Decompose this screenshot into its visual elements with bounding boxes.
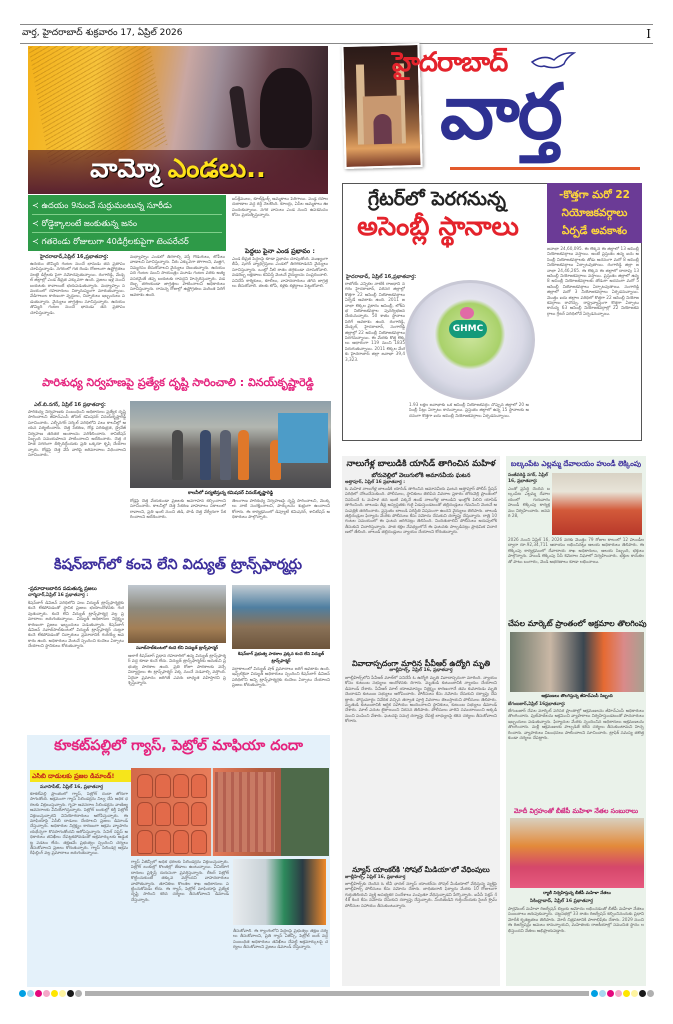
heat-wave-body-col1: ఉదయం తొమ్మిది గంటల నుంచే భానుడు తన ప్రతాపం చూపిస్తున్నాడు. నగరంలో గత రెండు రోజులుగా ఉష్ణోగ్రతలు నలభై డిగ్రీలకు పైగా నమోదవుతున్నాయి. రంగారెడ్డి, మేడ్చల్ జిల్లాల్లో ఎండ తీవ్రత ఎక్కువగా ఉంది. ప్రజలు ఇళ్ల నుంచి బయటకు రావాలంటే భయపడుతున్నారు. మధ్యాహ్నం సమయంలో రహదారులు నిర్మానుష్యంగా మారుతున్నాయి. వేడిగాలుల కారణంగా వృద్ధులు, చిన్నారులు ఇబ్బందులు పడుతున్నారు. వైద్యులు జాగ్రత్తలు సూచిస్తున్నారు. ఉదయం తొమ్మిది గంటల నుంచే భానుడు తన ప్రతాపం చూపిస్తున్నాడు.	[30, 261, 125, 315]
anchor-harassment-headline: న్యూస్ యాంకర్‌కి 'సోషల్ మీడియా'లో వేధింపులు	[352, 865, 490, 874]
kishanbagh-body-col1: కిషన్‌బాగ్ డివిజన్ పరిధిలోని పలు విద్యుత్ ట్రాన్స్‌ఫార్మర్లకు కంచె లేకపోవడంతో స్థానిక ప్రజలు భయాందోళనకు గురవుతున్నారు. కంచె లేని విద్యుత్ ట్రాన్స్‌ఫార్మర్ల వల్ల ప్రమాదాలు జరుగుతున్నాయి. విద్యుత్ అధికారుల నిర్లక్ష్యం కారణంగా ప్రజలు ఇబ్బందులు పడుతున్నారు. కిషన్‌బాగ్ డివిజన్ నవాబ్‌సాబ్‌కుంటలో విద్యుత్ ట్రాన్స్‌ఫార్మర్ చుట్టూ కంచె లేకపోవడంతో చిన్నారులు ప్రమాదానికి గురయ్యే అవకాశం ఉంది. అధికారులు వెంటనే స్పందించి కంచెలు ఏర్పాటు చేయాలని స్థానికులు కోరుతున్నారు.	[28, 600, 124, 649]
sanitation-dateline: ఎల్.బి.నగర్, ఏప్రిల్ 16 ప్రభాతవార్త:	[34, 402, 106, 408]
fish-market-body: బేగంబజార్ చేపల మార్కెట్ పరిసర ప్రాంతాల్లో ఆక్రమణలను జీహెచ్ఎంసీ అధికారులు తొలగించారు. ఫుట్‌పాత్‌లను ఆక్రమించి వ్యాపారాలు నిర్వహిస్తుండటంతో పాదచారులు ఇబ్బందులు పడుతున్నారు. ఫిర్యాదుల మేరకు స్పందించిన అధికారులు ఆక్రమణలను తొలగించారు. మళ్లీ ఆక్రమణలకు పాల్పడితే కఠిన చర్యలు తీసుకుంటామని హెచ్చరించారు. వ్యాపారులు నిబంధనలు పాటించాలని సూచించారు. ట్రాఫిక్ సమస్య తలెత్తకుండా చర్యలు చేపట్టారు.	[508, 708, 644, 741]
transformer-caption-1: నవాబ్‌సాబ్‌కుంటలో కంచె లేని విద్యుత్ ట్రాన్స్‌ఫార్మర్	[135, 645, 219, 650]
kishanbagh-dateline: చార్మినార్,ఏప్రిల్ 16 ప్రభాతవార్త :	[28, 593, 89, 598]
ghmc-badge: GHMC	[449, 320, 487, 338]
masthead-city: హైదరాబాద్	[392, 47, 508, 78]
transformer-caption-2: కిషన్‌బాగ్ ప్రభుత్వ పాఠశాల ప్రక్కన కంచె లేని విద్యుత్ ట్రాన్స్‌ఫార్మర్	[237, 651, 324, 663]
acid-attack-body: ఓ మహిళ నాలుగేళ్ల బాలుడికి యాసిడ్ తాగించిన అమానవీయ ఘటన అత్తాపూర్ పోలీస్ స్టేషన్ పరిధిలో చోటుచేసుకుంది. పోలీసులు, స్థానికులు తెలిపిన వివరాల ప్రకారం బోరువెల్లి ప్రాంతంలో నివసించే ఓ మహిళ తన ఇంటి పక్కనే ఉండే నాలుగేళ్ల బాలుడిని ఇంట్లోకి పిలిచి యాసిడ్ తాగించింది. బాలుడు తీవ్ర అస్వస్థతకు గురై ఏడుస్తుండటంతో తల్లిదండ్రులు గమనించి వెంటనే ఆసుపత్రికి తరలించారు. ప్రస్తుతం బాలుడి పరిస్థితి విషమంగా ఉందని వైద్యులు తెలిపారు. బాలుడి తల్లిదండ్రుల ఫిర్యాదు మేరకు పోలీసులు కేసు నమోదు చేసుకుని దర్యాప్తు చేస్తున్నారు. రాత్రి 10 గంటల సమయంలో ఈ ఘటన జరిగినట్లు తెలిసింది. నిందితురాలిని పోలీసులు అదుపులోకి తీసుకుని విచారిస్తున్నారు. పాత కక్షల నేపథ్యంలోనే ఈ ఘటనకు పాల్పడినట్లు ప్రాథమిక విచారణలో తేలింది. బాలుడి తల్లిదండ్రులు న్యాయం చేయాలని కోరుతున్నారు.	[345, 486, 497, 535]
yellamma-dateline: సంజీవరెడ్డి నగర్, ఏప్రిల్ 16, ప్రభాతవార్త:	[508, 473, 548, 484]
fish-market-photo	[510, 632, 644, 692]
sanitation-body-col3: తెలంగాణ పారిశుధ్య నిర్వహణపై దృష్టి సారించాలని, మొక్కలు నాటి సంరక్షించాలని, పార్కులను శుభ్రంగా ఉంచాలని కోరారు. ఈ కార్యక్రమంలో డిప్యూటీ కమిషనర్, శానిటేషన్ అధికారులు పాల్గొన్నారు.	[232, 498, 330, 520]
fish-market-dateline: బేగంబజార్,ఏప్రిల్ 16ప్రభాతవార్త:	[508, 702, 566, 707]
bullet-2: ≺ రోడ్డెక్కాలంటే జంకుతున్న జనం	[32, 215, 222, 233]
yellamma-body-col1: ఎంతో ప్రసిద్ధి చెందిన బల్కంపేట ఎల్లమ్మ దేవాలయంలో గురువారం హుండీ లెక్కింపు కార్యక్రమం నిర్వహించారు. జనవరి 28,	[508, 486, 550, 519]
color-swatch-light-cyan	[27, 990, 34, 997]
kukatpally-subhead: ఎసిబి దాడులకు ప్రజల డిమాండ్!	[30, 770, 132, 782]
modi-rally-body: పార్లమెంట్ మహిళా రిజర్వేషన్ బిల్లుకు ఆమోదం లభించడంతో బీజేపీ మహిళా నేతలు సంబురాలు జరుపుకున్నారు. చట్టసభల్లో 33 శాతం రిజర్వేషన్ కల్పించినందుకు ప్రధాని మోదీకి కృతజ్ఞతలు తెలిపారు. మోదీ చిత్రపటానికి పాలాభిషేకం చేశారు. 2029 నుంచి ఈ రిజర్వేషన్లు అమలు కానున్నాయని, మహిళలకు రాజకీయాల్లో సముచిత స్థానం లభిస్తుందని నేతలు అభిప్రాయపడ్డారు.	[508, 906, 644, 933]
folio-date: వార్త, హైదరాబాద్ శుక్రవారం 17, ఏప్రిల్ 2026	[22, 28, 183, 38]
gas-cylinders-photo	[131, 768, 329, 856]
yellamma-temple-photo	[552, 473, 642, 535]
kukatpally-body-col3: తీసుకోవాలి. ఈ గ్యాంగులోని పెద్దలపై ప్రభుత్వం తక్షణ చర్యలు తీసుకోవాలని, ప్రతి గ్యాస్ ఏజెన్సీ, పెట్రోల్ బంక్ వద్ద సంబంధిత అధికారులు తనిఖీలు చేపట్టి అక్రమార్కులపై చర్యలు తీసుకోవాలని ప్రజలు డిమాండ్ చేస్తున్నారు.	[233, 928, 328, 950]
lotus-icon	[460, 307, 474, 319]
kishanbagh-body-col2: అలాగే కిషన్‌బాగ్ ప్రధాన రహదారిలో ఉన్న విద్యుత్ ట్రాన్స్‌ఫార్మర్ వద్ద కూడా కంచె లేదు. విద్యుత్ ట్రాన్స్‌ఫార్మర్‌కు ఆనుకుని ప్రభుత్వ పాఠశాల ఉంది. ప్రతి రోజూ పాఠశాలకు వచ్చే విద్యార్థులు ఈ ట్రాన్స్‌ఫార్మర్ పక్క నుంచే నడవాల్సి వస్తోంది. ఏదైనా ప్రమాదం జరిగితే ఎవరు బాధ్యత వహిస్తారని ప్రశ్నిస్తున్నారు.	[128, 653, 226, 686]
gray-register-bar	[85, 991, 589, 996]
color-swatch-magenta	[35, 990, 42, 997]
acid-attack-dateline: అత్తాపూర్, ఏప్రిల్ 16 ప్రభాతవార్త :	[345, 480, 405, 485]
modi-rally-dateline: సికింద్రాబాద్, ఏప్రిల్ 16 ప్రభాతవార్త	[530, 899, 593, 904]
bullet-1: ≺ ఉదయం 9నుంచే సుర్రుమంటున్న సూరీడు	[32, 197, 222, 215]
heat-wave-headline: వామ్మో ఎండలు..	[28, 150, 328, 194]
pvr-death-dateline: జూబ్లీహిల్స్, ఏప్రిల్ 16, ప్రభాతవార్త	[389, 668, 453, 673]
pvr-death-headline: వివాదాస్పదంగా మారిన పీవీఆర్ ఉద్యోగి మృతి	[351, 659, 491, 668]
kukatpally-dateline: మూసాపేట్, ఏప్రిల్ 16, ప్రభాతవార్త	[40, 785, 103, 790]
transformer-photo-1	[128, 585, 226, 643]
yellamma-headline: బల్కంపేట ఎల్లమ్మ దేవాలయం హుండీ లెక్కింపు	[510, 459, 642, 468]
heat-wave-body-col3a: ఐస్‌క్రీములు, కూల్‌డ్రింక్స్ అమ్మకాలు పెరిగాయి. పండ్ల రసాల దుకాణాల వద్ద రద్దీ నెలకొంది. కూలర్లు, ఏసీల అమ్మకాలు ఊపందుకున్నాయి. నగర వాసులు ఎండ నుంచి ఉపశమనం కోసం ప్రయత్నిస్తున్నారు.	[232, 196, 328, 218]
kishanbagh-body-col3: వర్షాకాలంలో విద్యుత్ షాక్ ప్రమాదాలు జరిగే అవకాశం ఉంది. ఇప్పటికైనా విద్యుత్ అధికారులు స్పందించి కిషన్‌బాగ్ డివిజన్ పరిధిలోని అన్ని ట్రాన్స్‌ఫార్మర్లకు కంచెలు ఏర్పాటు చేయాలని ప్రజలు కోరుతున్నారు.	[232, 666, 330, 688]
heat-wave-subhead: పెద్దలు పైనా ఎండ ప్రభావం :	[245, 247, 315, 255]
modi-rally-caption: ర్యాలీ నిర్వహిస్తున్న బీజేపీ మహిళా నేతలు	[543, 890, 611, 895]
yellamma-body-col2: 2026 నుంచి ఏప్రిల్ 16, 2026 వరకు మొత్తం 79 రోజుల కాలంలో 12 హుండీల ద్వారా రూ.92,34,711 ఆదాయం లభించినట్లు ఆలయ అధికారులు తెలిపారు. ఈ లెక్కింపు కార్యక్రమంలో దేవాదాయ శాఖ అధికారులు, ఆలయ సిబ్బంది, భక్తులు పాల్గొన్నారు. హుండీ లెక్కింపు సీసీ కెమెరాల నిఘాలో నిర్వహించారు. భక్తుల కానుకలతో పాటు బంగారం, వెండి ఆభరణాలు కూడా లభించాయి.	[508, 537, 644, 564]
assembly-body-col3: జనాభా 24,60,095. ఈ లెక్కన ఈ జిల్లాలో 13 అసెంబ్లీ నియోజకవర్గాలు వస్తాయి. అంటే ప్రస్తుతం ఉన్న ఐదు అసెంబ్లీ నియోజకవర్గాలకు తోడు అదనంగా మరో 8 అసెంబ్లీ నియోజకవర్గాలు ఏర్పాటవుతాయి. రంగారెడ్డి జిల్లా జనాభా 24,46,265. ఈ లెక్కన ఈ జిల్లాలో దాదాపు 13 అసెంబ్లీ నియోజకవర్గాలు వస్తాయి. ప్రస్తుతం జిల్లాలో ఉన్న 8 అసెంబ్లీ నియోజకవర్గాలకు తోడుగా అదనంగా మరో 5 అసెంబ్లీ నియోజకవర్గాలు ఏర్పాటవుతాయి. సంగారెడ్డి జిల్లాలో మరో 3 నియోజకవర్గాలు ఏర్పడనున్నాయి. మొత్తం ఐదు జిల్లాల పరిధిలో కొత్తగా 22 అసెంబ్లీ నియోజకవర్గాలు రావొచ్చు. రాష్ట్రవ్యాప్తంగా కొత్తగా ఏర్పాటు కానున్న 63 అసెంబ్లీ నియోజకవర్గాల్లో 22 నియోజకవర్గాలు గ్రేటర్ పరిధిలోనే ఏర్పడనున్నాయి.	[547, 246, 639, 316]
modi-rally-headline: మోదీ విగ్రహంతో బీజేపీ మహిళా నేతల సంబురాలు	[513, 807, 639, 815]
color-swatch-light-magenta	[43, 990, 50, 997]
acid-attack-headline: నాలుగేళ్ల బాలుడికి యాసిడ్ తాగించిన మహిళ	[346, 459, 496, 469]
fish-market-caption: ఆక్రమణలు తొలగిస్తున్న జీహెచ్ఎంసీ సిబ్బంది	[541, 693, 613, 698]
kukatpally-body-col2: గ్యాస్ ఏజెన్సీలో అధిక ధరలకు సిలిండర్లను విక్రయిస్తున్నారు. పెట్రోల్ బంకుల్లో కొలతల్లో తేడాలు ఉంటున్నాయి. వినియోగదారులు ప్రశ్నిస్తే దురుసుగా ప్రవర్తిస్తున్నారు. లీటర్ పెట్రోల్ కొట్టించుకుంటే తక్కువ వస్తోందని వాహనదారులు వాపోతున్నారు. తూనికలు కొలతల శాఖ అధికారులు పట్టించుకోవడం లేదు. ఈ గ్యాస్, పెట్రోల్ మాఫియాపై ప్రత్యేక దృష్టి సారించి కఠిన చర్యలు తీసుకోవాలని డిమాండ్ చేస్తున్నారు.	[131, 859, 229, 902]
person-silhouette	[260, 68, 312, 148]
assembly-headline-line2: అసెంబ్లీ స్థానాలు	[357, 212, 519, 242]
assembly-body-col1: రాబోయే ఎన్నికల నాటికి రాజధాని నగరం హైదరాబాద్, పరిసర జిల్లాల్లో కొత్తగా 22 అసెంబ్లీ నియోజకవర్గాలు ఏర్పడే అవకాశం ఉంది. 2011 జనాభా లెక్కల ప్రకారం అసెంబ్లీ, లోక్‌సభ నియోజకవర్గాల పునర్విభజన చేయనున్నారు. 50 శాతం స్థానాలు పెరిగే అవకాశం ఉంది. రంగారెడ్డి, మేడ్చల్, హైదరాబాద్, సంగారెడ్డి జిల్లాల్లో 22 అసెంబ్లీ నియోజకవర్గాలు పెరగనున్నాయి. ఈ మేరకు కొత్త లెక్కలు ఆధారంగా 119 నుంచి 1835 పెరుగుతున్నాయి. 2011 లెక్కల మేరకు హైదరాబాద్ జిల్లా జనాభా 39,43,323.	[345, 281, 405, 362]
assembly-dateline: హైదరాబాద్, ఏప్రిల్ 16,ప్రభాతవార్త:	[346, 274, 417, 280]
pvr-death-body: జూబ్లీహిల్స్‌లోని పీవీఆర్ మాల్‌లో పనిచేసే ఓ ఉద్యోగి మృతి వివాదాస్పదంగా మారింది. న్యాయం కోసం కుటుంబ సభ్యులు ఆందోళనకు దిగారు. మృతుడి కుటుంబానికి న్యాయం చేయాలని డిమాండ్ చేశారు. పీవీఆర్ మాల్ యాజమాన్యం నిర్లక్ష్యం కారణంగానే తమ కుమారుడు మృతి చెందాడని కుటుంబ సభ్యులు ఆరోపించారు. పోలీసులు కేసు నమోదు చేసుకుని దర్యాప్తు చేపట్టారు. పోస్టుమార్టం నివేదిక వచ్చిన తర్వాత పూర్తి వివరాలు తెలుస్తాయని పోలీసులు తెలిపారు. మృతుడి కుటుంబానికి ఆర్థిక సహాయం అందించాలని స్థానికులు, కుటుంబ సభ్యులు డిమాండ్ చేశారు. మాల్ ఎదుట బైఠాయించి నిరసన తెలిపారు. పోలీసులు వారిని సముదాయించి అక్కడి నుంచి పంపించి వేశారు. ఘటనపై సమగ్ర దర్యాప్తు చేపట్టి బాధ్యులపై కఠిన చర్యలు తీసుకోవాలని కోరారు.	[345, 675, 497, 724]
heat-wave-bullets	[28, 195, 226, 251]
page-marker: I	[646, 27, 651, 41]
assembly-headline-line1: గ్రేటర్‌లో పెరగనున్న	[368, 188, 506, 210]
kishanbagh-headline: కిషన్‌బాగ్‌లో కంచె లేని విద్యుత్ ట్రాన్స్‌ఫార్మర్లు	[54, 557, 302, 573]
fish-market-headline: చేపల మార్కెట్ ప్రాంతంలో అక్రమాల తొలగింపు	[508, 619, 647, 628]
color-swatch-light-yellow	[59, 990, 66, 997]
color-swatch-yellow	[51, 990, 58, 997]
color-swatch-black	[67, 990, 74, 997]
masthead-title: వార్త	[440, 67, 561, 156]
printer-color-bar	[19, 990, 655, 997]
color-swatch-gray	[75, 990, 82, 997]
heat-wave-body-col3b: ఎండ తీవ్రత పెద్దలపై కూడా ప్రభావం చూపుతోంది. ముఖ్యంగా బీపీ, షుగర్ వ్యాధిగ్రస్తులు ఎండలో తిరగకూడదని వైద్యులు సూచిస్తున్నారు. ఒంట్లో నీటి శాతం తగ్గకుండా చూసుకోవాలి. వడదెబ్బ లక్షణాలు కనిపిస్తే వెంటనే వైద్యులను సంప్రదించాలి. పనిచేసే కార్మికులు, కూలీలు, వాహనదారులు తగిన జాగ్రత్తలు తీసుకోవాలి. తలకు టోపీ, కళ్లకు కళ్లద్దాలు పెట్టుకోవాలి.	[232, 256, 328, 289]
bullet-3: ≺ గతరెండు రోజులుగా 40డిగ్రీలకుపైగా టెంపరేచర్	[32, 236, 189, 246]
assembly-body-col2: 1.93 లక్షల జనాభాకు ఒక అసెంబ్లీ నియోజకవర్గం చొప్పున జిల్లాలో 20 అసెంబ్లీ సీట్లు ఏర్పాటు కానున్నాయి. ప్రస్తుతం జిల్లాలో ఉన్న 15 స్థానాలకు అదనంగా కొత్తగా ఐదు అసెంబ్లీ నియోజకవర్గాలు ఏర్పడనున్నాయి.	[409, 402, 529, 418]
masthead-rule	[450, 167, 640, 170]
kishanbagh-subhead: -ప్రమాదాలబారిన పడుతున్న ప్రజలు	[28, 586, 97, 592]
thermometer-graphic	[28, 46, 167, 166]
arm-silhouette	[229, 85, 251, 148]
sanitation-photo	[130, 401, 331, 488]
color-swatch-cyan	[19, 990, 26, 997]
modi-rally-photo	[510, 818, 644, 888]
assembly-side-box: -కొత్తగా మరో 22 నియోజకవర్గాలు ఏర్పడే అవకాశం	[547, 183, 642, 243]
folio-header	[20, 24, 653, 44]
sanitation-headline: పారిశుధ్య నిర్వహణపై ప్రత్యేక దృష్టి సారించాలి : వినయ్‌కృష్ణారెడ్డి	[42, 376, 314, 389]
heat-wave-dateline: హైదరాబాద్,ఏప్రిల్ 16,ప్రభాతవార్త:	[40, 254, 109, 260]
heat-wave-body-col2: మధ్యాహ్నం ఎండలో తిరగాల్సి వస్తే గొడుగులు, టోపీలు వాడాలని సూచిస్తున్నారు. నీరు ఎక్కువగా తాగాలని, మజ్జిగ, నిమ్మరసం తీసుకోవాలని వైద్యులు చెబుతున్నారు. ఉదయం పది గంటల నుంచి సాయంత్రం మూడు గంటల వరకు అత్యవసరమైతే తప్ప బయటకు రావద్దని హెచ్చరిస్తున్నారు. వడదెబ్బ తగలకుండా జాగ్రత్తలు పాటించాలని అధికారులు సూచిస్తున్నారు. రానున్న రోజుల్లో ఉష్ణోగ్రతలు మరింత పెరిగే అవకాశం ఉంది.	[130, 254, 225, 297]
petrol-pump-photo	[233, 859, 326, 925]
sanitation-body-col1: పారిశుధ్య నిర్వహణకు సంబంధించి అధికారులు ప్రత్యేక దృష్టి సారించాలని జీహెచ్ఎంసీ జోనల్ కమిషనర్ వినయ్‌కృష్ణారెడ్డి సూచించారు. ఎల్బీనగర్ సర్కిల్ పరిధిలోని పలు కాలనీల్లో ఆయన పర్యటించారు. చెత్త సేకరణ, రోడ్ల పరిశుభ్రత, డ్రైనేజీ నిర్వహణ తదితర అంశాలను పరిశీలించారు. శానిటేషన్ సిబ్బంది సమయపాలన పాటించాలని ఆదేశించారు. చెత్త రహిత నగరంగా తీర్చిదిద్దేందుకు ప్రతి ఒక్కరూ కృషి చేయాలన్నారు. రోడ్లపై చెత్త వేసే వారిపై జరిమానాలు విధించాలని సూచించారు.	[28, 409, 126, 458]
anchor-harassment-body: జూబ్లీహిల్స్‌కు చెందిన ఓ టీవీ ఛానల్ న్యూస్ యాంకర్‌ను సోషల్ మీడియాలో వేధిస్తున్న వ్యక్తిపై జూబ్లీహిల్స్ పోలీసులు కేసు నమోదు చేశారు. బాధితురాలి ఫిర్యాదు మేరకు 10 రోజులుగా గుర్తుతెలియని వ్యక్తి అసభ్యకర సందేశాలు పంపుతూ వేధిస్తున్నాడని పేర్కొన్నారు. ఐపీసీ సెక్షన్ 448 కింద కేసు నమోదు చేసుకుని దర్యాప్తు చేస్తున్నారు. నిందితుడిని గుర్తించేందుకు సైబర్ క్రైమ్ పోలీసుల సహాయం తీసుకుంటున్నారు.	[345, 881, 497, 908]
kukatpally-headline: కూకట్‌పల్లిలో గ్యాస్, పెట్రోల్ మాఫియా దందా	[54, 738, 303, 754]
sanitation-body-col2: రోడ్లపై చెత్త వేయకుండా ప్రజలకు అవగాహన కల్పించాలని సూచించారు. కాలనీల్లో చెత్త సేకరణ వాహనాలు సకాలంలో రావాలని, ప్రతి ఇంటి నుంచి తడి, పొడి చెత్త వేర్వేరుగా సేకరించాలని ఆదేశించారు.	[130, 498, 226, 520]
ghmc-map-graphic	[405, 280, 535, 400]
transformer-photo-2	[232, 585, 330, 649]
kukatpally-body-col1: కూకట్‌పల్లి ప్రాంతంలో గ్యాస్, పెట్రోల్ దందా జోరుగా సాగుతోంది. అక్రమంగా గ్యాస్ సిలిండర్లను నిల్వ చేసి అధిక ధరలకు విక్రయిస్తున్నారు. గృహ అవసరాల సిలిండర్లను వాణిజ్య అవసరాలకు వినియోగిస్తున్నారు. పెట్రోల్ బంకుల్లో కల్తీ పెట్రోల్ విక్రయిస్తున్నారని వినియోగదారులు ఆరోపిస్తున్నారు. ఈ మాఫియాపై ఏసీబీ దాడులు చేయాలని ప్రజలు డిమాండ్ చేస్తున్నారు. అధికారుల నిర్లక్ష్యం కారణంగా అక్రమ వ్యాపారం యథేచ్ఛగా కొనసాగుతోందని ఆరోపిస్తున్నారు. సివిల్ సప్లైస్ అధికారులు తనిఖీలు చేపట్టకపోవడంతో అక్రమార్కులకు అడ్డుకట్ట పడటం లేదు. తక్షణమే ప్రభుత్వం స్పందించి చర్యలు తీసుకోవాలని ప్రజలు కోరుతున్నారు. గ్యాస్ సిలిండర్ల అక్రమ రీఫిల్లింగ్ వల్ల ప్రమాదాలు జరుగుతున్నాయి.	[30, 791, 128, 856]
heat-wave-photo	[28, 46, 328, 194]
acid-attack-subhead: బోరువెల్లిలో వెలుగులోకి అమానవీయ ఘటన	[371, 473, 471, 479]
sanitation-photo-caption: కాలనీలో పర్యటిస్తున్న కమిషనర్ వినయ్‌కృష్ణారెడ్డి	[187, 491, 273, 496]
anchor-harassment-dateline: జూబ్లీహిల్స్, ఏప్రిల్ 16, ప్రభాతవార్త	[345, 875, 406, 880]
